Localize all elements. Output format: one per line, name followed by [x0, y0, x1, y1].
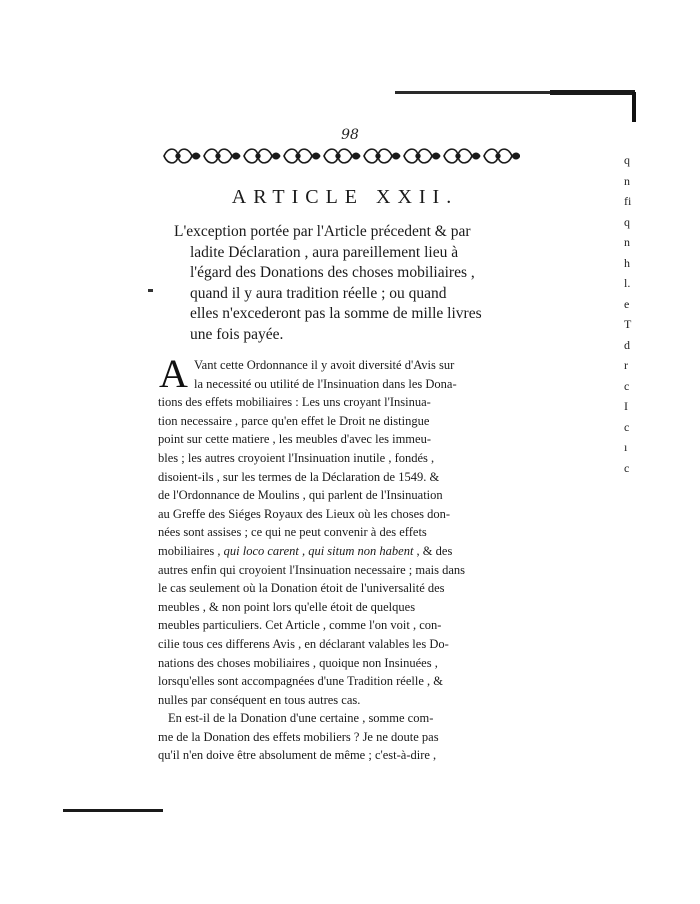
edge-letter: e — [624, 296, 630, 311]
edge-letter: T — [624, 317, 632, 331]
article-title: ARTICLE XXII. — [231, 186, 459, 208]
body-line: cilie tous ces differens Avis , en déclarant valables les Do- — [158, 636, 449, 651]
body-line: tions des effets mobiliaires : Les uns croyant l'Insinua- — [158, 395, 431, 410]
ornament-band-icon — [160, 143, 520, 169]
top-rule-dark — [550, 90, 635, 95]
edge-letter: c — [624, 460, 630, 475]
edge-letter: h — [624, 255, 630, 270]
body-line: tion necessaire , parce qu'en effet le Droit ne distingue — [158, 413, 430, 428]
edge-letter: d — [624, 337, 630, 352]
margin-mark — [148, 289, 153, 292]
body-line: disoient-ils , sur les termes de la Déclaration de 1549. & — [158, 469, 440, 484]
body-line: au Greffe des Siéges Royaux des Lieux où les choses don- — [158, 506, 451, 521]
body-line: de l'Ordonnance de Moulins , qui parlent de l'Insinuation — [158, 488, 443, 503]
edge-letter: I — [624, 399, 628, 413]
body-line: lorsqu'elles sont accompagnées d'une Tradition réelle , & — [158, 674, 443, 689]
body-line-start: mobiliaires , — [158, 543, 224, 558]
latin-quote: qui loco carent , qui situm non habent — [223, 543, 414, 558]
body-line: me de la Donation des effets mobiliers ? Je ne doute pas — [158, 729, 439, 744]
drop-cap: A — [159, 351, 188, 396]
body-line: nées sont assises ; ce qui ne peut convenir à des effets — [158, 525, 427, 540]
edge-letter: q — [624, 214, 630, 229]
edge-letter: ı — [624, 440, 628, 454]
body-line: meubles , & non point lors qu'elle étoit de quelques — [158, 599, 416, 614]
edge-letter: c — [624, 378, 630, 393]
edge-letter: n — [624, 173, 630, 188]
edge-letter: q — [624, 153, 630, 167]
page-number: 98 — [341, 127, 359, 143]
edge-letter: l. — [624, 276, 631, 290]
body-line: bles ; les autres croyoient l'Insinuation inutile , fondés , — [158, 450, 435, 465]
body-line: le cas seulement où la Donation étoit de l'universalité des — [158, 581, 445, 596]
article-summary — [174, 222, 524, 345]
summary-line: L'exception portée par l'Article précedent & par — [174, 223, 471, 240]
body-line: En est-il de la Donation d'une certaine , somme com- — [168, 711, 434, 726]
body-line: meubles particuliers. Cet Article , comme l'on voit , con- — [158, 618, 442, 633]
body-line: nulles par conséquent en tous autres cas. — [158, 692, 361, 707]
edge-letter: c — [624, 419, 630, 434]
summary-line: quand il y aura tradition réelle ; ou quand — [190, 284, 447, 302]
body-text — [158, 351, 516, 765]
body-line: autres enfin qui croyoient l'Insinuation necessaire ; mais dans — [158, 562, 466, 577]
body-line: Vant cette Ordonnance il y avoit diversité d'Avis sur — [194, 358, 455, 372]
summary-line: une fois payée. — [190, 325, 284, 343]
summary-line: l'égard des Donations des choses mobiliaires , — [190, 264, 475, 281]
edge-letter: r — [624, 358, 628, 372]
adjacent-page-edge — [624, 150, 644, 478]
body-line: point sur cette matiere , les meubles d'avec les immeu- — [158, 432, 431, 447]
body-line: nations des choses mobiliaires , quoique non Insinuées , — [158, 655, 438, 670]
right-edge-rule — [632, 92, 636, 122]
body-line-end: , & des — [416, 543, 453, 558]
edge-letter: fi — [624, 194, 632, 208]
summary-line: elles n'excederont pas la somme de mille livres — [190, 305, 482, 322]
body-line: qu'il n'en doive être absolument de même ; c'est-à-dire , — [158, 748, 437, 763]
body-line: la necessité ou utilité de l'Insinuation dans les Dona- — [194, 376, 457, 391]
summary-line: ladite Déclaration , aura pareillement lieu à — [190, 243, 459, 261]
bottom-rule — [63, 809, 163, 812]
edge-letter: n — [624, 235, 630, 249]
body-line — [158, 542, 516, 561]
